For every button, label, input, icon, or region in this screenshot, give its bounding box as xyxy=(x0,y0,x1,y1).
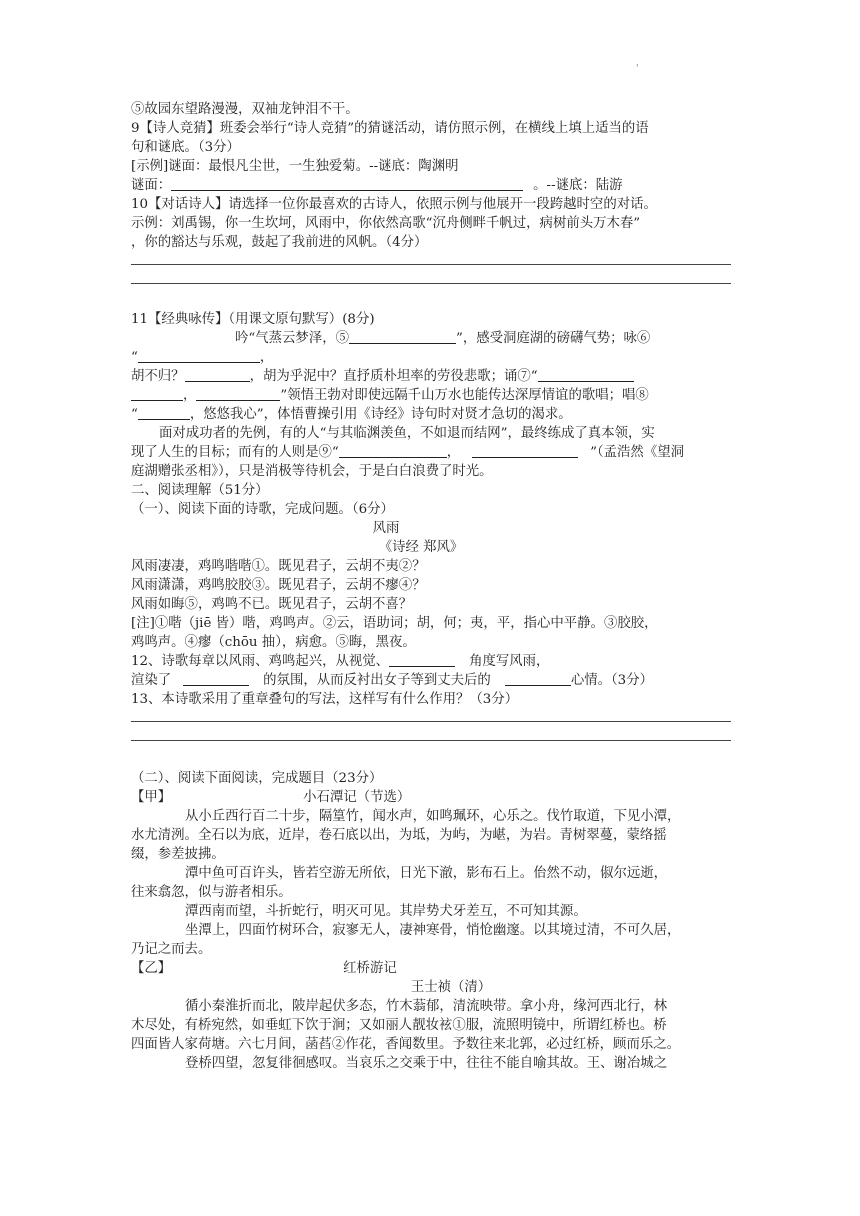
blank-12b[interactable] xyxy=(183,671,249,686)
poem-line: 风雨如晦⑤，鸡鸣不已。既见君子，云胡不喜？ xyxy=(131,597,413,612)
passage-yi-line: 登桥四望，忽复徘徊感叹。当哀乐之交乘于中，往往不能自喻其故。王、谢冶城之 xyxy=(185,1056,668,1071)
blank-12a[interactable] xyxy=(389,652,455,667)
blank-7b[interactable] xyxy=(131,386,183,401)
question-9: 9【诗人竞猜】班委会举行“诗人竞猜”的猜谜活动，请仿照示例，在横线上填上适当的语 xyxy=(131,121,649,136)
question-11-title: 11【经典咏传】（用课文原句默写）(8分) xyxy=(131,312,375,327)
blank-6a[interactable] xyxy=(138,348,260,363)
q11-text: ， xyxy=(183,388,197,403)
q12-text: 心情。（3分） xyxy=(570,673,653,688)
document-page xyxy=(131,100,731,1073)
blank-6b[interactable] xyxy=(185,367,250,382)
question-9-answer-line xyxy=(131,176,731,195)
passage-jia-line: 乃记之而去。 xyxy=(131,942,212,957)
poem-line: 风雨凄凄，鸡鸣喈喈①。既见君子，云胡不夷②？ xyxy=(131,559,426,574)
poem-line: 风雨潇潇，鸡鸣胶胶③。既见君子，云胡不瘳④？ xyxy=(131,578,426,593)
answer-prefix: 谜面： xyxy=(131,178,172,193)
q11-line-4 xyxy=(131,386,731,405)
blank-8[interactable] xyxy=(138,405,190,420)
q11-text: “ xyxy=(131,407,138,422)
question-9-cont: 句和谜底。（3分） xyxy=(131,140,240,155)
q11-text: ”，感受洞庭湖的磅礴气势；咏⑥ xyxy=(455,331,651,346)
blank-5[interactable] xyxy=(349,329,456,344)
riddle-blank[interactable] xyxy=(171,176,523,191)
q11-text: 吟“气蒸云梦泽，⑤ xyxy=(235,331,349,346)
question-10-example-cont: ，你的豁达与乐观，鼓起了我前进的风帆。（4分） xyxy=(131,235,428,250)
section-2-title: 二、阅读理解（51分） xyxy=(131,483,269,498)
q11-text: 现了人生的目标；而有的人则是⑨“ xyxy=(131,445,339,460)
section-2-sub-2: （二）、阅读下面阅读，完成题目（23分） xyxy=(131,771,383,786)
poem-title: 风雨 xyxy=(372,521,400,536)
q11-para2-line-2 xyxy=(131,443,731,462)
passage-yi-line: 循小秦淮折而北，陂岸起伏多态，竹木蓊郁，清流映带。拿小舟，缘河西北行，林 xyxy=(185,999,668,1014)
blank-9a[interactable] xyxy=(339,443,447,458)
passage-jia-line: 往来翕忽，似与游者相乐。 xyxy=(131,885,292,900)
q11-text: ， xyxy=(259,350,274,365)
passage-title: 小石潭记（节选） xyxy=(303,790,411,805)
poem-note-cont: 鸡鸣声。④瘳（chōu 抽），病愈。⑤晦，黑夜。 xyxy=(131,635,416,650)
q11-line-3 xyxy=(131,367,731,386)
poem-note: [注]①喈（jiē 皆）喈，鸡鸣声。②云，语助词；胡，何；夷，平，指心中平静。③胶胶， xyxy=(131,616,658,631)
blank-12c[interactable] xyxy=(505,671,571,686)
question-10-example: 示例：刘禹锡，你一生坎坷，风雨中，你依然高歌“沉舟侧畔千帆过，病树前头万木春” xyxy=(131,216,641,231)
question-9-example: [示例]谜面：最恨凡尘世，一生独爱菊。--谜底：陶渊明 xyxy=(131,159,459,174)
blank-9b[interactable] xyxy=(472,443,578,458)
q12-text: 12、诗歌每章以风雨、鸡鸣起兴，从视觉、 xyxy=(131,654,390,669)
passage-yi-line: 四面皆人家荷塘。六七月间，菡萏②作花，香闻数里。予数往来北郭，必过红桥，顾而乐之。 xyxy=(131,1037,681,1052)
q11-text: ”领悟王勃对即使远隔千山万水也能传达深厚情谊的歌唱；唱⑧ xyxy=(280,388,649,403)
passage-jia-line: 坐潭上，四面竹树环合，寂寥无人，凄神寒骨，悄怆幽邃。以其境过清，不可久居， xyxy=(185,923,681,938)
passage-label: 【乙】 xyxy=(131,961,172,976)
question-12 xyxy=(131,652,731,671)
q11-text: ”（孟浩然《望洞 xyxy=(590,445,684,460)
passage-jia-line: 缀，参差披拂。 xyxy=(131,847,225,862)
passage-label: 【甲】 xyxy=(131,790,172,805)
poem-source: 《诗经 郑风》 xyxy=(378,540,464,555)
blank-7c[interactable] xyxy=(196,386,280,401)
question-13: 13、本诗歌采用了重章叠句的写法，这样写有什么作用？（3分） xyxy=(131,692,519,707)
passage-yi-author: 王士祯（清） xyxy=(410,980,492,995)
passage-jia-line: 潭西南而望，斗折蛇行，明灭可见。其岸势犬牙差互，不可知其源。 xyxy=(185,904,587,919)
q11-para2-line-3: 庭湖赠张丞相》），只是消极等待机会，于是白白浪费了时光。 xyxy=(131,464,493,479)
page-corner-mark: ' xyxy=(636,64,639,74)
section-2-sub-1: （一）、阅读下面的诗歌，完成问题。（6分） xyxy=(131,502,394,517)
passage-jia-line: 水尤清洌。全石以为底，近岸，卷石底以出，为坻，为屿，为嵁，为岩。青树翠蔓，蒙络摇 xyxy=(131,828,667,843)
q12-text: 渲染了 xyxy=(131,673,172,688)
passage-yi-header xyxy=(131,959,731,978)
blank-7a[interactable] xyxy=(538,367,634,382)
q12-text: 的氛围，从而反衬出女子等到丈夫后的 xyxy=(263,673,491,688)
answer-suffix: 。--谜底：陆游 xyxy=(533,178,623,193)
q11-para2-line-1: 面对成功者的先例，有的人“与其临渊羡鱼，不如退而结网”，最终练成了真本领，实 xyxy=(159,426,655,441)
q11-text: ，悠悠我心”，体悟曹操引用《诗经》诗句时对贤才急切的渴求。 xyxy=(189,407,572,422)
passage-title: 红桥游记 xyxy=(343,961,397,976)
q12-text: 角度写风雨， xyxy=(469,654,550,669)
q11-text: ，胡为乎泥中？直抒质朴坦率的劳役悲歌；诵⑦“ xyxy=(249,369,538,384)
passage-jia-header xyxy=(131,788,731,807)
q11-line-2 xyxy=(131,348,731,367)
question-10: 10【对话诗人】请选择一位你最喜欢的古诗人，依照示例与他展开一段跨越时空的对话。 xyxy=(131,197,657,212)
q11-text: 胡不归？ xyxy=(131,369,185,384)
q11-text: ， xyxy=(446,445,461,460)
question-12-cont xyxy=(131,671,731,690)
q11-line-5 xyxy=(131,405,731,424)
q11-text: “ xyxy=(131,350,138,365)
passage-yi-line: 木尽处，有桥宛然，如垂虹下饮于涧；又如丽人靓妆袨①服，流照明镜中，所谓红桥也。桥 xyxy=(131,1018,667,1033)
passage-jia-line: 潭中鱼可百许头，皆若空游无所依，日光下澈，影布石上。佁然不动，俶尔远逝， xyxy=(185,866,668,881)
poem-line-5: ⑤故园东望路漫漫，双袖龙钟泪不干。 xyxy=(131,102,359,117)
q11-line-1 xyxy=(131,329,731,348)
passage-jia-line: 从小丘西行百二十步，隔篁竹，闻水声，如鸣珮环，心乐之。伐竹取道，下见小潭， xyxy=(185,809,681,824)
